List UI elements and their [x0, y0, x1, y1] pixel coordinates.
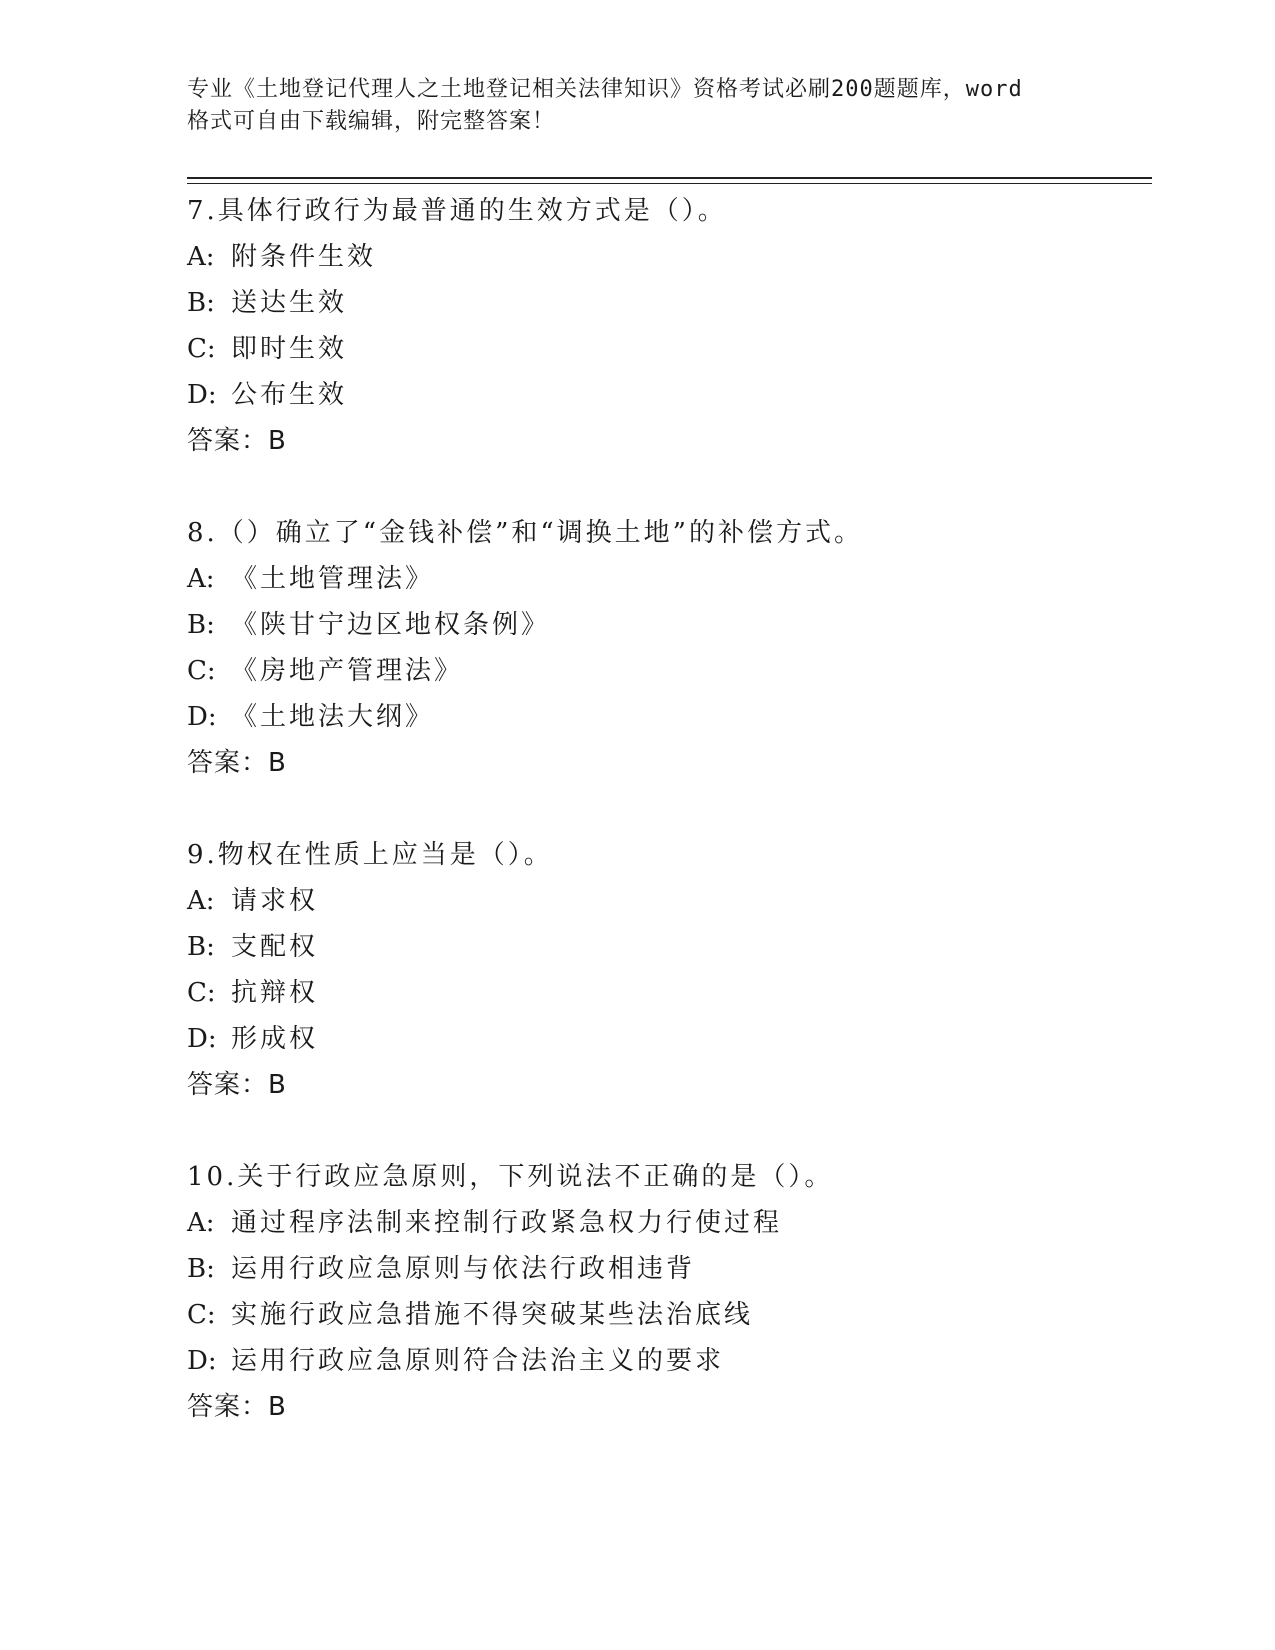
- option-letter: C:: [187, 1300, 216, 1330]
- answer-line: 答案：B: [187, 1392, 287, 1422]
- option-letter: B:: [187, 932, 215, 962]
- option-letter: D:: [187, 380, 217, 410]
- option-letter: B:: [187, 610, 215, 640]
- option-text: 实施行政应急措施不得突破某些法治底线: [231, 1300, 754, 1330]
- option-letter: C:: [187, 978, 216, 1008]
- option-text: 《陕甘宁边区地权条例》: [231, 610, 551, 640]
- answer-line: 答案：B: [187, 748, 287, 778]
- option-c: [187, 326, 1147, 372]
- option-letter: B:: [187, 288, 215, 318]
- option-c: [187, 1292, 1147, 1338]
- option-text: 送达生效: [231, 288, 348, 318]
- answer-line: 答案：B: [187, 426, 287, 456]
- option-letter: A:: [187, 242, 215, 272]
- option-text: 通过程序法制来控制行政紧急权力行使过程: [231, 1208, 783, 1238]
- question-stem: 8.（）确立了“金钱补偿”和“调换土地”的补偿方式。: [187, 518, 863, 548]
- option-d: [187, 694, 1147, 740]
- option-b: [187, 924, 1147, 970]
- question-stem: 10.关于行政应急原则，下列说法不正确的是（）。: [187, 1162, 834, 1192]
- header-line-2: 格式可自由下载编辑，附完整答案！: [187, 109, 556, 134]
- option-d: [187, 1338, 1147, 1384]
- question-stem: 9.物权在性质上应当是（）。: [187, 840, 553, 870]
- option-text: 运用行政应急原则与依法行政相违背: [231, 1254, 696, 1284]
- answer-line: 答案：B: [187, 1070, 287, 1100]
- question-10: [187, 1154, 1147, 1430]
- option-text: 即时生效: [231, 334, 348, 364]
- option-c: [187, 648, 1147, 694]
- option-b: [187, 602, 1147, 648]
- option-letter: A:: [187, 564, 215, 594]
- option-text: 请求权: [231, 886, 319, 916]
- option-letter: A:: [187, 1208, 215, 1238]
- option-b: [187, 1246, 1147, 1292]
- option-b: [187, 280, 1147, 326]
- option-d: [187, 1016, 1147, 1062]
- question-9: [187, 832, 1147, 1108]
- option-text: 附条件生效: [231, 242, 377, 272]
- option-text: 公布生效: [231, 380, 348, 410]
- option-text: 《土地管理法》: [231, 564, 435, 594]
- option-a: [187, 1200, 1147, 1246]
- header-divider-thin: [187, 183, 1152, 184]
- option-text: 《房地产管理法》: [231, 656, 464, 686]
- header-line-1: 专业《土地登记代理人之土地登记相关法律知识》资格考试必刷200题题库，word: [187, 77, 1023, 102]
- option-text: 《土地法大纲》: [231, 702, 435, 732]
- option-text: 形成权: [231, 1024, 319, 1054]
- option-a: [187, 234, 1147, 280]
- question-stem: 7.具体行政行为最普通的生效方式是（）。: [187, 196, 727, 226]
- option-letter: D:: [187, 1346, 217, 1376]
- option-d: [187, 372, 1147, 418]
- document-header: [187, 74, 1087, 138]
- header-divider-thick: [187, 177, 1152, 179]
- option-letter: D:: [187, 1024, 217, 1054]
- option-letter: C:: [187, 334, 216, 364]
- option-letter: C:: [187, 656, 216, 686]
- option-a: [187, 878, 1147, 924]
- option-letter: B:: [187, 1254, 215, 1284]
- option-text: 抗辩权: [231, 978, 319, 1008]
- question-list: [187, 188, 1147, 1476]
- question-7: [187, 188, 1147, 464]
- option-text: 支配权: [231, 932, 319, 962]
- option-letter: A:: [187, 886, 215, 916]
- option-a: [187, 556, 1147, 602]
- option-text: 运用行政应急原则符合法治主义的要求: [231, 1346, 725, 1376]
- option-letter: D:: [187, 702, 217, 732]
- option-c: [187, 970, 1147, 1016]
- question-8: [187, 510, 1147, 786]
